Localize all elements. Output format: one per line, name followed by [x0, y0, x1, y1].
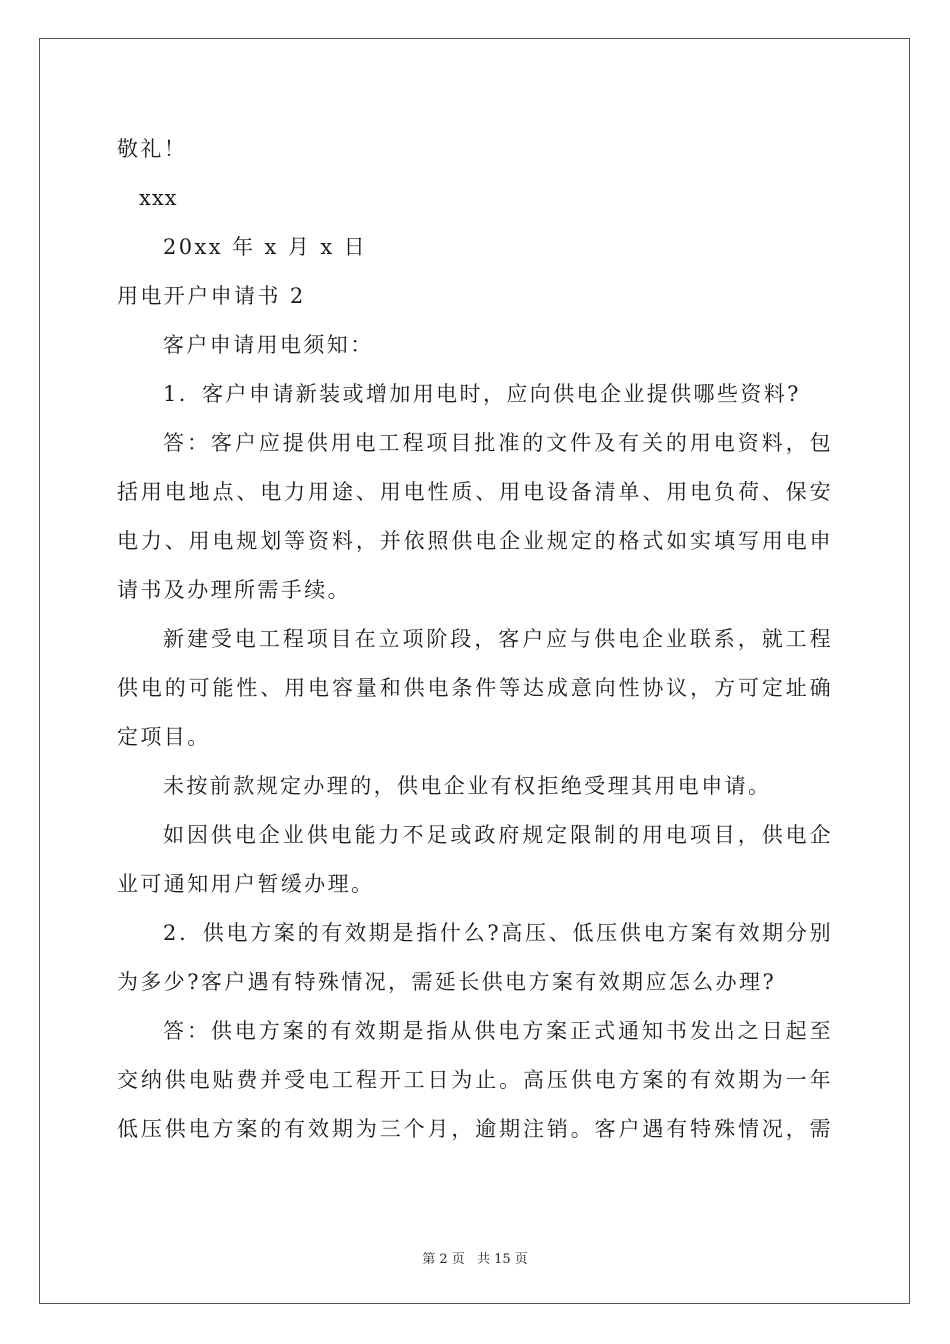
answer-2-line: 低压供电方案的有效期为三个月，逾期注销。客户遇有特殊情况，需 [117, 1117, 833, 1141]
page-total: 共 15 页 [476, 1252, 528, 1267]
section-title: 用电开户申请书 2 [117, 284, 306, 308]
paragraph-line: 如因供电企业供电能力不足或政府规定限制的用电项目，供电企 [163, 823, 833, 847]
answer-1-line: 括用电地点、电力用途、用电性质、用电设备清单、用电负荷、保安 [117, 480, 833, 504]
question-2: 为多少?客户遇有特殊情况，需延长供电方案有效期应怎么办理? [117, 970, 777, 994]
closing-salutation: 敬礼！ [117, 137, 188, 161]
date: 20xx 年 x 月 x 日 [163, 235, 368, 259]
question-1: 1．客户申请新装或增加用电时，应向供电企业提供哪些资料? [163, 382, 801, 406]
answer-2-line: 答：供电方案的有效期是指从供电方案正式通知书发出之日起至 [163, 1019, 833, 1043]
answer-1-line: 电力、用电规划等资料，并依照供电企业规定的格式如实填写用电申 [117, 529, 833, 553]
paragraph-line: 定项目。 [117, 725, 211, 749]
answer-2-line: 交纳供电贴费并受电工程开工日为止。高压供电方案的有效期为一年 [117, 1068, 833, 1092]
document-body [117, 125, 833, 1154]
answer-1-line: 答：客户应提供用电工程项目批准的文件及有关的用电资料，包 [163, 431, 833, 455]
page-footer [0, 1248, 950, 1267]
question-2: 2．供电方案的有效期是指什么?高压、低压供电方案有效期分别 [163, 921, 833, 945]
paragraph-line: 业可通知用户暂缓办理。 [117, 872, 375, 896]
answer-1-line: 请书及办理所需手续。 [117, 578, 351, 602]
paragraph-line: 新建受电工程项目在立项阶段，客户应与供电企业联系，就工程 [163, 627, 833, 651]
notice-heading: 客户申请用电须知： [163, 333, 374, 357]
signature: xxx [139, 186, 178, 210]
page-number: 第 2 页 [422, 1252, 465, 1267]
paragraph-line: 未按前款规定办理的，供电企业有权拒绝受理其用电申请。 [163, 774, 772, 798]
paragraph-line: 供电的可能性、用电容量和供电条件等达成意向性协议，方可定址确 [117, 676, 833, 700]
